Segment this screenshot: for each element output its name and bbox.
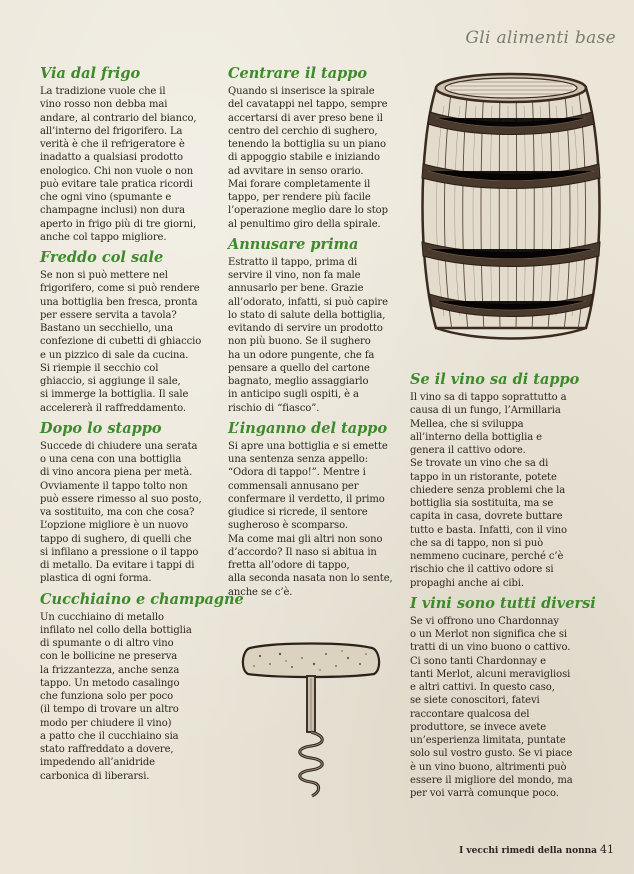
body-line: commensali annusano per	[228, 480, 359, 492]
section-title: Via dal frigo	[40, 65, 141, 82]
body-line: solo sul vostro gusto. Se vi piace	[410, 748, 573, 760]
body-line: che ogni vino (spumante e	[40, 192, 172, 203]
column-left	[40, 64, 244, 783]
body-line: accertarsi di aver preso bene il	[228, 112, 383, 124]
body-line: accelererà il raffreddamento.	[40, 402, 186, 414]
wine-barrel-icon	[416, 66, 606, 348]
section-se-il-vino-sa-di-tappo	[410, 370, 600, 590]
body-line: servire il vino, non fa male	[228, 270, 361, 281]
body-line: Se vi offrono uno Chardonnay	[410, 615, 559, 627]
body-line: rischio che il cattivo odore si	[410, 564, 554, 576]
body-line: e altri cattivi. In questo caso,	[410, 682, 555, 693]
body-line: tanti Merlot, alcuni meravigliosi	[410, 668, 571, 680]
section-via-dal-frigo	[40, 64, 222, 244]
body-line: l’operazione meglio dare lo stop	[228, 205, 388, 217]
body-line: d’accordo? Il naso si abitua in	[228, 546, 377, 558]
body-line: una bottiglia ben fresca, pronta	[40, 296, 198, 308]
column-right	[410, 370, 600, 800]
body-line: bagnato, meglio assaggiarlo	[228, 376, 369, 387]
body-line: e un pizzico di sale da cucina.	[40, 349, 189, 361]
body-line: Un cucchiaino di metallo	[40, 611, 164, 623]
body-line: si immerge la bottiglia. Il sale	[40, 389, 189, 401]
body-line: per essere servita a tavola?	[40, 309, 177, 321]
body-line: centro del cerchio di sughero,	[228, 125, 378, 137]
body-line: genera il cattivo odore.	[410, 445, 526, 456]
body-line: annusarlo per bene. Grazie	[228, 283, 364, 295]
section-title: Cucchiaino e champagne	[40, 590, 244, 608]
section-title: L’inganno del tappo	[228, 419, 388, 437]
body-line: capita in casa, dovrete buttare	[410, 511, 563, 523]
body-line: chiedere senza problemi che la	[410, 484, 566, 496]
column-middle	[228, 64, 410, 599]
body-line: può evitare tale pratica ricordi	[40, 178, 193, 190]
corkscrew-icon	[236, 634, 386, 804]
body-line: la frizzantezza, anche senza	[40, 664, 180, 676]
body-line: produttore, se invece avete	[410, 721, 547, 733]
body-line: evitando di servire un prodotto	[228, 323, 383, 334]
body-line: all’odorato, infatti, si può capire	[228, 296, 388, 308]
body-line: tratti di un vino buono o cattivo.	[410, 642, 571, 654]
section-i-vini-sono-tutti-diversi	[410, 594, 600, 801]
body-line: pensare a quello del cartone	[228, 362, 370, 374]
body-line: Mellea, che si sviluppa	[410, 418, 524, 430]
section-title: Se il vino sa di tappo	[410, 371, 580, 388]
body-line: Bastano un secchiello, una	[40, 323, 173, 334]
body-line: è un vino buono, altrimenti può	[410, 761, 567, 773]
body-line: plastica di ogni forma.	[40, 573, 152, 585]
body-line: La tradizione vuole che il	[40, 86, 166, 97]
body-line: essere il migliore del mondo, ma	[410, 774, 573, 786]
body-line: può essere rimesso al suo posto,	[40, 493, 202, 505]
body-line: nemmeno cucinare, perché c’è	[410, 551, 564, 562]
body-line: che sa di tappo, non si può	[410, 537, 544, 549]
body-line: verità è che il refrigeratore è	[40, 139, 185, 150]
body-line: Ovviamente il tappo tolto non	[40, 480, 188, 492]
body-line: ad avvitare in senso orario.	[228, 165, 364, 177]
body-line: bottiglia sia sostituita, ma se	[410, 498, 554, 509]
body-line: modo per chiudere il vino)	[40, 717, 172, 729]
body-line: stato raffreddato a dovere,	[40, 744, 174, 755]
body-line: del cavatappi nel tappo, sempre	[228, 99, 388, 111]
body-line: per voi varrà comunque poco.	[410, 788, 559, 799]
body-line: carbonica di liberarsi.	[40, 770, 150, 782]
body-line: a patto che il cucchiaino sia	[40, 730, 179, 742]
body-line: tutto e basta. Infatti, con il vino	[410, 524, 567, 536]
body-line: raccontare qualcosa del	[410, 708, 530, 720]
body-line: andare, al contrario del bianco,	[40, 112, 197, 124]
body-line: una sentenza senza appello:	[228, 454, 368, 465]
body-line: impedendo all’anidride	[40, 757, 155, 769]
section-freddo-col-sale	[40, 248, 222, 415]
body-line: in anticipo sugli ospiti, è a	[228, 389, 359, 401]
body-line: tenendo la bottiglia su un piano	[228, 139, 386, 150]
body-line: Quando si inserisce la spirale	[228, 86, 375, 97]
body-line: Ma come mai gli altri non sono	[228, 533, 383, 545]
section-title: Freddo col sale	[40, 249, 164, 266]
body-line: champagne inclusi) non dura	[40, 205, 186, 217]
page-footer	[459, 843, 614, 856]
body-line: causa di un fungo, l’Armillaria	[410, 405, 561, 417]
body-line: Il vino sa di tappo soprattutto a	[410, 392, 567, 403]
section-title: Annusare prima	[228, 235, 359, 253]
body-line: con le bollicine ne preserva	[40, 651, 178, 663]
body-line: non più buono. Se il sughero	[228, 336, 371, 348]
running-title: Gli alimenti base	[465, 28, 616, 48]
body-line: Mai forare completamente il	[228, 178, 371, 190]
body-line: Si riempie il secchio col	[40, 362, 159, 374]
body-line: all’interno della bottiglia e	[410, 431, 543, 443]
body-line: confermare il verdetto, il primo	[228, 493, 385, 505]
body-line: “Odora di tappo!”. Mentre i	[228, 467, 366, 479]
body-line: si infilano a pressione o il tappo	[40, 546, 199, 558]
book-title: I vecchi rimedi della nonna	[459, 846, 597, 856]
body-line: infilato nel collo della bottiglia	[40, 624, 192, 636]
body-line: tappo, per rendere più facile	[228, 192, 371, 203]
body-line: confezione di cubetti di ghiaccio	[40, 336, 202, 348]
body-line: Succede di chiudere una serata	[40, 440, 198, 452]
body-line: all’interno del frigorifero. La	[40, 125, 183, 137]
body-line: Se trovate un vino che sa di	[410, 458, 549, 470]
section-centrare-il-tappo	[228, 64, 410, 231]
body-line: ha un odore pungente, che fa	[228, 349, 375, 361]
body-line: anche col tappo migliore.	[40, 231, 167, 243]
body-line: frigorifero, come si può rendere	[40, 283, 200, 295]
body-line: di vino ancora piena per metà.	[40, 467, 193, 479]
body-line: Ci sono tanti Chardonnay e	[410, 655, 546, 667]
body-line: se siete conoscitori, fatevi	[410, 695, 540, 707]
body-line: aperto in frigo più di tre giorni,	[40, 218, 197, 230]
section-dopo-lo-stappo	[40, 419, 222, 586]
body-line: ghiaccio, si aggiunge il sale,	[40, 376, 181, 387]
body-line: anche se c’è.	[228, 586, 293, 598]
body-line: un’esperienza limitata, puntate	[410, 735, 566, 746]
body-line: che funziona solo per poco	[40, 691, 174, 702]
body-line: giudice si ricrede, il sentore	[228, 507, 368, 518]
body-line: enologico. Chi non vuole o non	[40, 165, 194, 177]
section-title: I vini sono tutti diversi	[410, 594, 596, 612]
body-line: Si apre una bottiglia e si emette	[228, 440, 388, 452]
body-line: sugheroso è scomparso.	[228, 520, 348, 532]
body-line: tappo in un ristorante, potete	[410, 471, 557, 483]
body-line: o una cena con una bottiglia	[40, 454, 182, 465]
body-line: di spumante o di altro vino	[40, 638, 174, 649]
section-title: Dopo lo stappo	[40, 419, 162, 437]
section-cucchiaino-e-champagne	[40, 590, 244, 783]
body-line: o un Merlot non significa che si	[410, 629, 567, 640]
page-number: 41	[600, 843, 614, 856]
body-line: Estratto il tappo, prima di	[228, 256, 358, 268]
body-line: al penultimo giro della spirale.	[228, 218, 381, 230]
body-line: (il tempo di trovare un altro	[40, 704, 179, 716]
body-line: rischio di “fiasco”.	[228, 402, 320, 414]
body-line: fretta all’odore di tappo,	[228, 560, 350, 571]
body-line: tappo. Un metodo casalingo	[40, 677, 180, 689]
body-line: tappo di sughero, di quelli che	[40, 533, 192, 545]
body-line: Se non si può mettere nel	[40, 270, 168, 281]
body-line: vino rosso non debba mai	[40, 99, 168, 111]
body-line: va sostituito, ma con che cosa?	[40, 507, 195, 518]
body-line: propaghi anche ai cibi.	[410, 577, 524, 589]
body-line: inadatto a qualsiasi prodotto	[40, 152, 183, 164]
body-line: lo stato di salute della bottiglia,	[228, 309, 386, 321]
section-annusare-prima	[228, 235, 410, 415]
body-line: L’opzione migliore è un nuovo	[40, 520, 189, 532]
body-line: alla seconda nasata non lo sente,	[228, 573, 393, 585]
section-title: Centrare il tappo	[228, 65, 368, 82]
body-line: di metallo. Da evitare i tappi di	[40, 560, 195, 571]
body-line: di appoggio stabile e iniziando	[228, 152, 380, 164]
section-inganno-del-tappo	[228, 419, 410, 599]
